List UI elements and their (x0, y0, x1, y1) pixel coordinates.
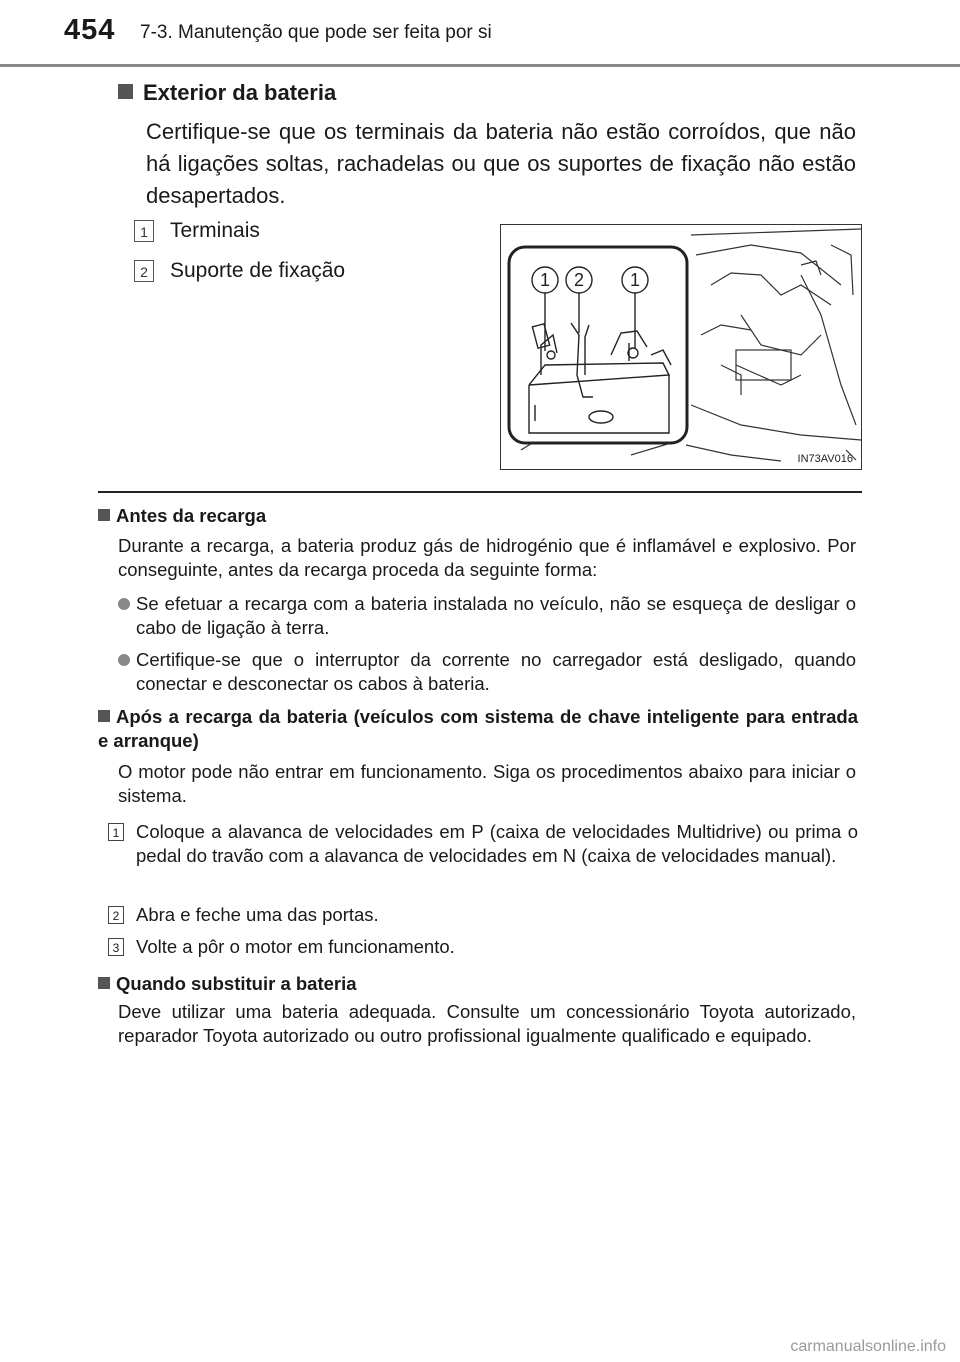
bullet-dot-icon (118, 598, 130, 610)
section-divider (98, 491, 862, 493)
step-text: Abra e feche uma das portas. (136, 904, 379, 925)
callout-label-suporte: Suporte de fixação (170, 259, 346, 282)
bullet-dot-icon (118, 654, 130, 666)
bullet-text: Se efetuar a recarga com a bateria instalada no veículo, não se esqueça de desligar o cabo de ligação à terra. (136, 593, 856, 638)
step-number: 2 (108, 906, 124, 924)
engine-bay-drawing (501, 225, 862, 470)
note-title-before-charging (98, 504, 858, 528)
figure-marker: 1 (539, 270, 551, 290)
chapter-title: 7-3. Manutenção que pode ser feita por si (140, 22, 492, 43)
callout-number: 1 (134, 220, 154, 242)
page-number: 454 (64, 14, 116, 46)
figure-code: IN73AV016 (797, 453, 853, 465)
bullet-item (118, 592, 856, 640)
figure-marker: 2 (573, 270, 585, 290)
note-body: O motor pode não entrar em funcionamento. Siga os procedimentos abaixo para iniciar o sistema. (118, 761, 856, 806)
square-bullet-icon (98, 710, 110, 722)
section-body: Certifique-se que os terminais da bateria não estão corroídos, que não há ligações soltas, rachadelas ou que os suportes de fixação não estão desapertados. (146, 119, 856, 208)
step-number: 1 (108, 823, 124, 841)
step-number: 3 (108, 938, 124, 956)
section-title (118, 80, 336, 106)
header-rule (0, 64, 960, 67)
note-title-after-charging (98, 705, 858, 753)
bullet-item (118, 648, 856, 696)
section-title-text: Exterior da bateria (143, 80, 337, 105)
callout-label-terminais: Terminais (170, 219, 260, 242)
step-text: Volte a pôr o motor em funcionamento. (136, 936, 455, 957)
figure-marker: 1 (629, 270, 641, 290)
step-text: Coloque a alavanca de velocidades em P (caixa de velocidades Multidrive) ou prima o pedal do travão com a alavanca de velocidades em N (caixa de velocidades manual). (136, 821, 858, 866)
note-title-text: Após a recarga da bateria (veículos com sistema de chave inteligente para entrada e arranque) (98, 706, 858, 751)
note-title-text: Quando substituir a bateria (116, 973, 357, 994)
square-bullet-icon (98, 509, 110, 521)
bullet-text: Certifique-se que o interruptor da corrente no carregador está desligado, quando conectar e desconectar os cabos à bateria. (136, 649, 856, 694)
note-title-text: Antes da recarga (116, 505, 267, 526)
battery-illustration (500, 224, 862, 470)
note-title-replace-battery (98, 972, 858, 996)
square-bullet-icon (98, 977, 110, 989)
page-header (0, 0, 960, 64)
note-body: Deve utilizar uma bateria adequada. Consulte um concessionário Toyota autorizado, reparador Toyota autorizado ou outro profissional igualmente qualificado e equipado. (118, 1001, 856, 1046)
callout-number: 2 (134, 260, 154, 282)
watermark: carmanualsonline.info (790, 1338, 946, 1355)
note-body: Durante a recarga, a bateria produz gás de hidrogénio que é inflamável e explosivo. Por conseguinte, antes da recarga proceda da seguinte forma: (118, 535, 856, 580)
square-bullet-icon (118, 84, 133, 99)
